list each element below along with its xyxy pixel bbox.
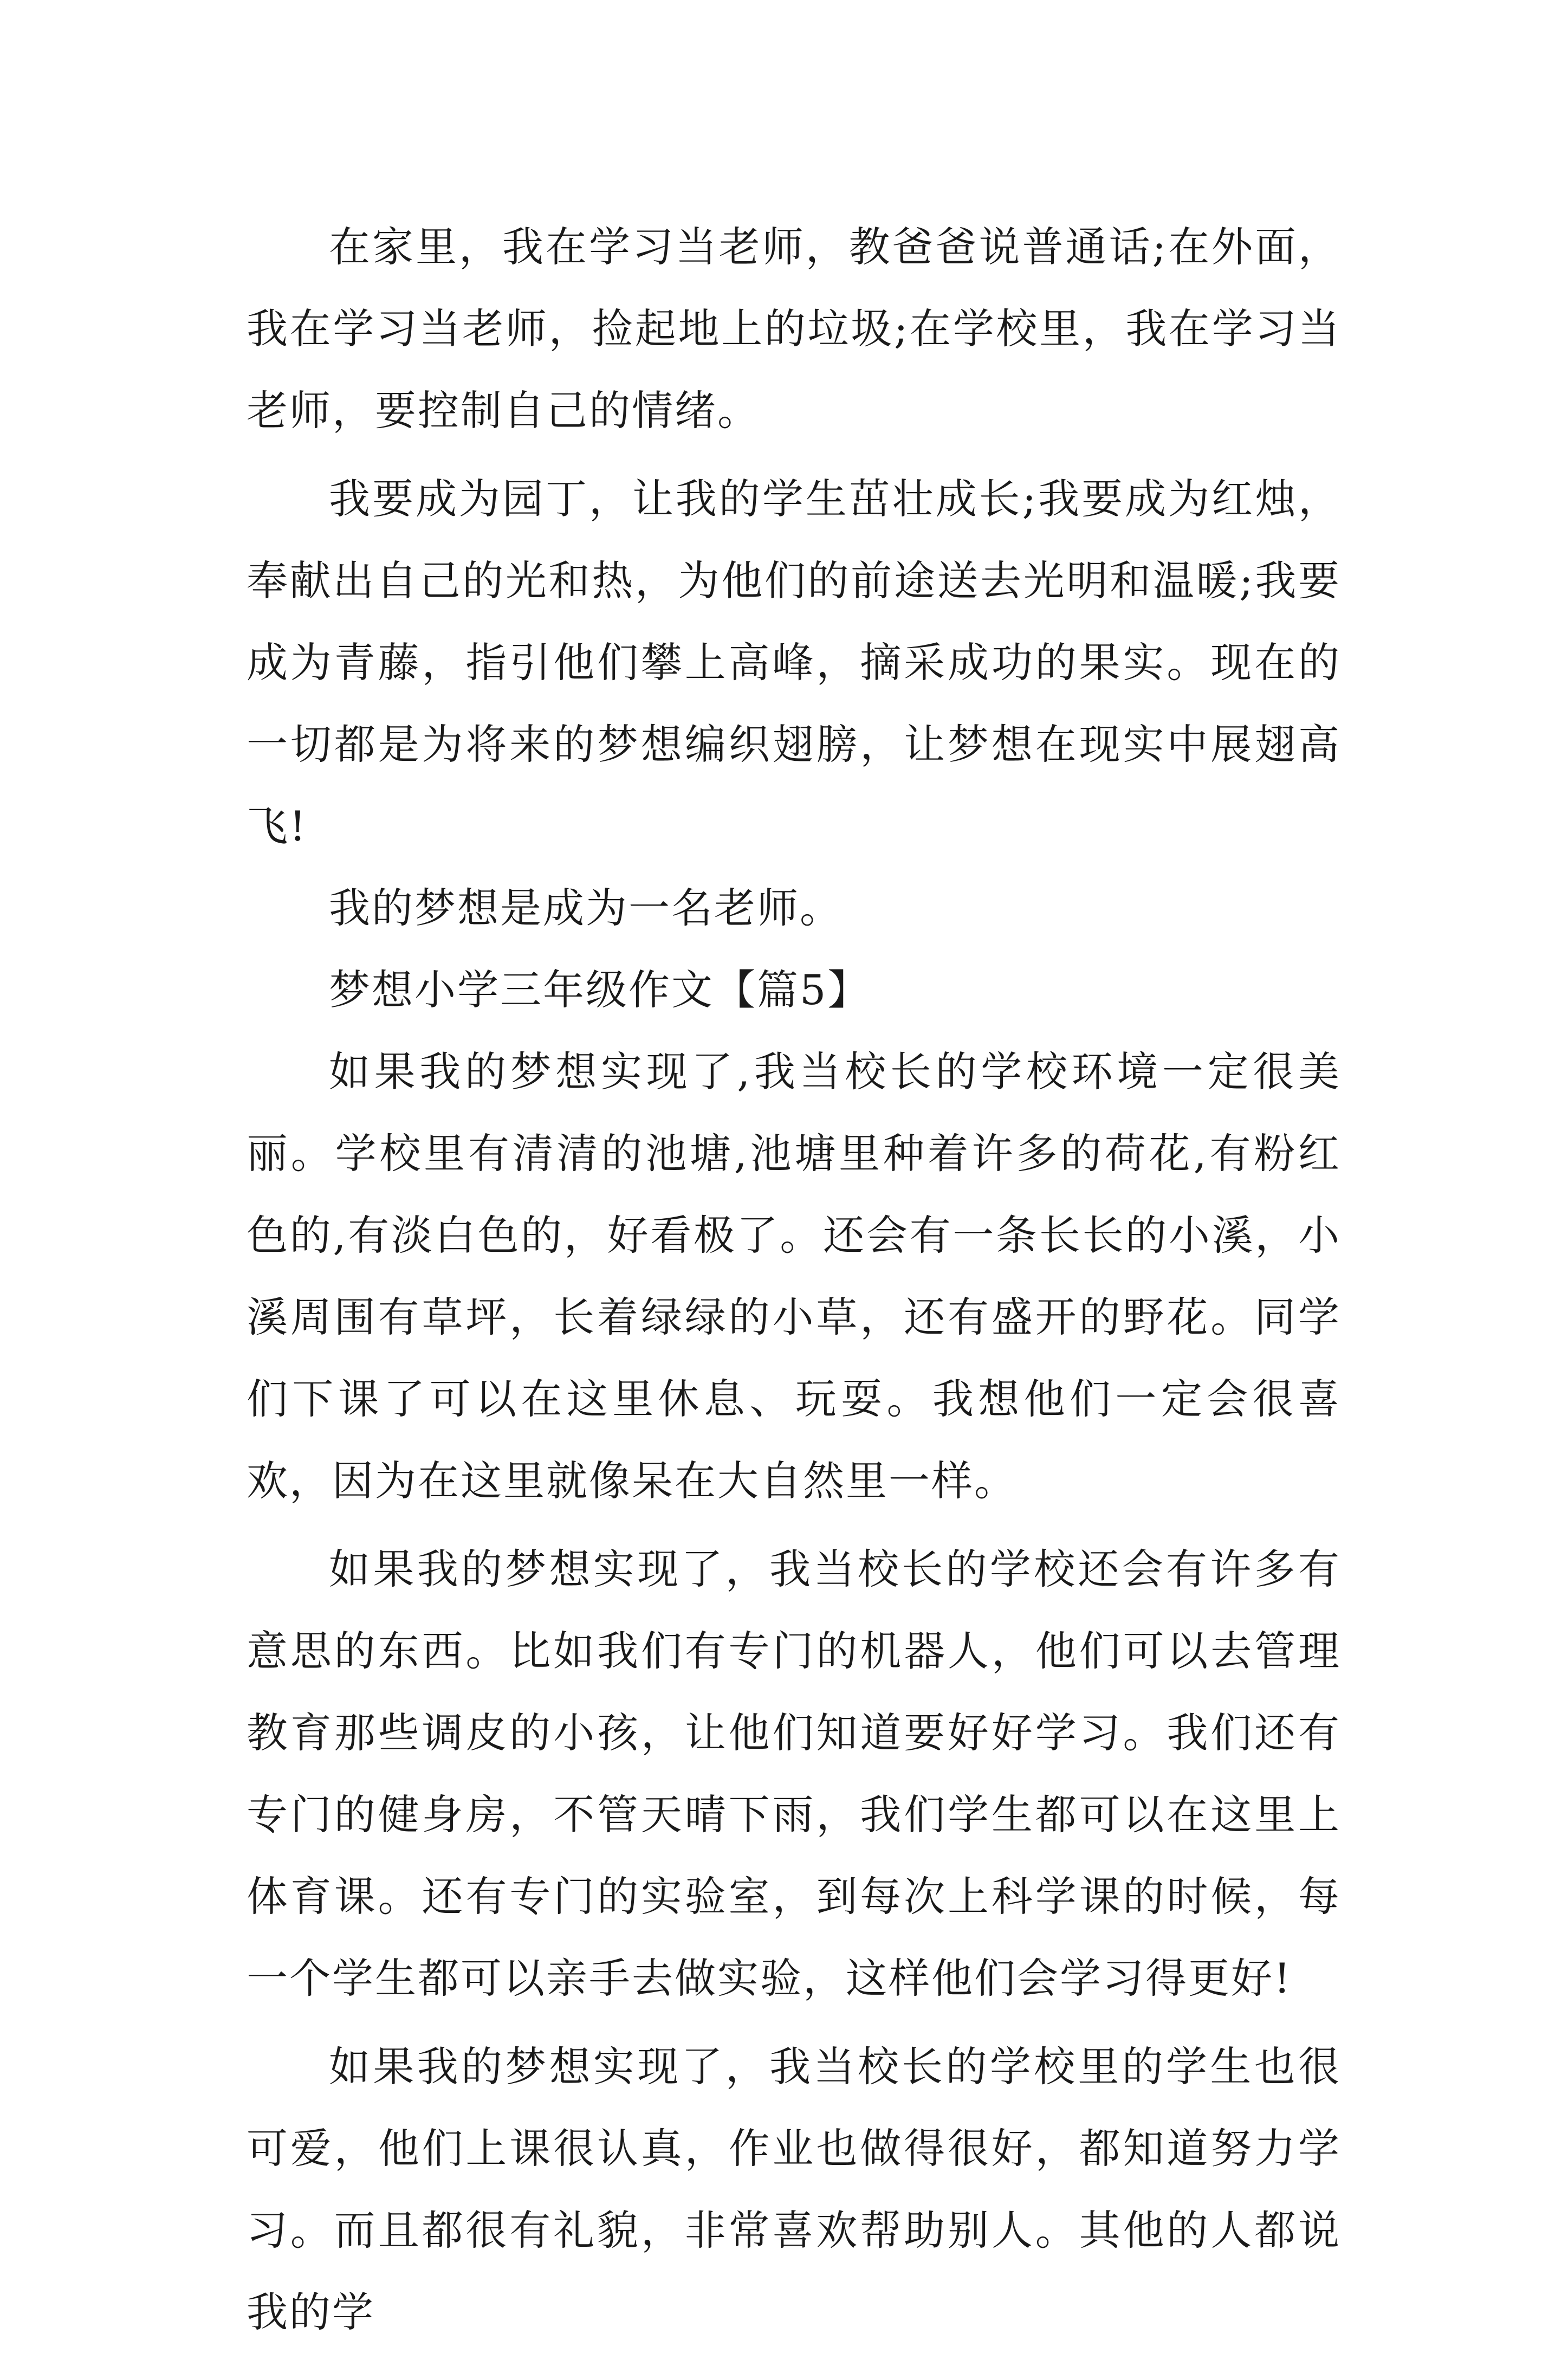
paragraph-school-environment: 如果我的梦想实现了,我当校长的学校环境一定很美丽。学校里有清清的池塘,池塘里种着许多的荷花,有粉红色的,有淡白色的，好看极了。还会有一条长长的小溪，小溪周围有草坪，长着绿绿的小草，还有盛开的野花。同学们下课了可以在这里休息、玩耍。我想他们一定会很喜欢，因为在这里就像呆在大自然里一样。 [247,1048,1341,1505]
paragraph-teacher-practice: 在家里，我在学习当老师，教爸爸说普通话;在外面，我在学习当老师，捡起地上的垃圾;在学校里，我在学习当老师，要控制自己的情绪。 [247,223,1341,435]
section-heading: 梦想小学三年级作文【篇5】 [329,966,871,1014]
paragraph-school-students: 如果我的梦想实现了，我当校长的学校里的学生也很可爱，他们上课很认真，作业也做得很好，都知道努力学习。而且都很有礼貌，非常喜欢帮助别人。其他的人都说我的学 [247,2042,1341,2336]
paragraph-dream-statement: 我的梦想是成为一名老师。 [329,884,843,932]
document-body [247,206,1341,2353]
paragraph-school-facilities: 如果我的梦想实现了，我当校长的学校还会有许多有意思的东西。比如我们有专门的机器人，他们可以去管理教育那些调皮的小孩，让他们知道要好好学习。我们还有专门的健身房，不管天晴下雨，我们学生都可以在这里上体育课。还有专门的实验室，到每次上科学课的时候，每一个学生都可以亲手去做实验，这样他们会学习得更好! [247,1545,1341,2002]
paragraph-gardener-candle: 我要成为园丁，让我的学生茁壮成长;我要成为红烛，奉献出自己的光和热，为他们的前途送去光明和温暖;我要成为青藤，指引他们攀上高峰，摘采成功的果实。现在的一切都是为将来的梦想编织翅膀，让梦想在现实中展翅高飞! [247,475,1341,850]
